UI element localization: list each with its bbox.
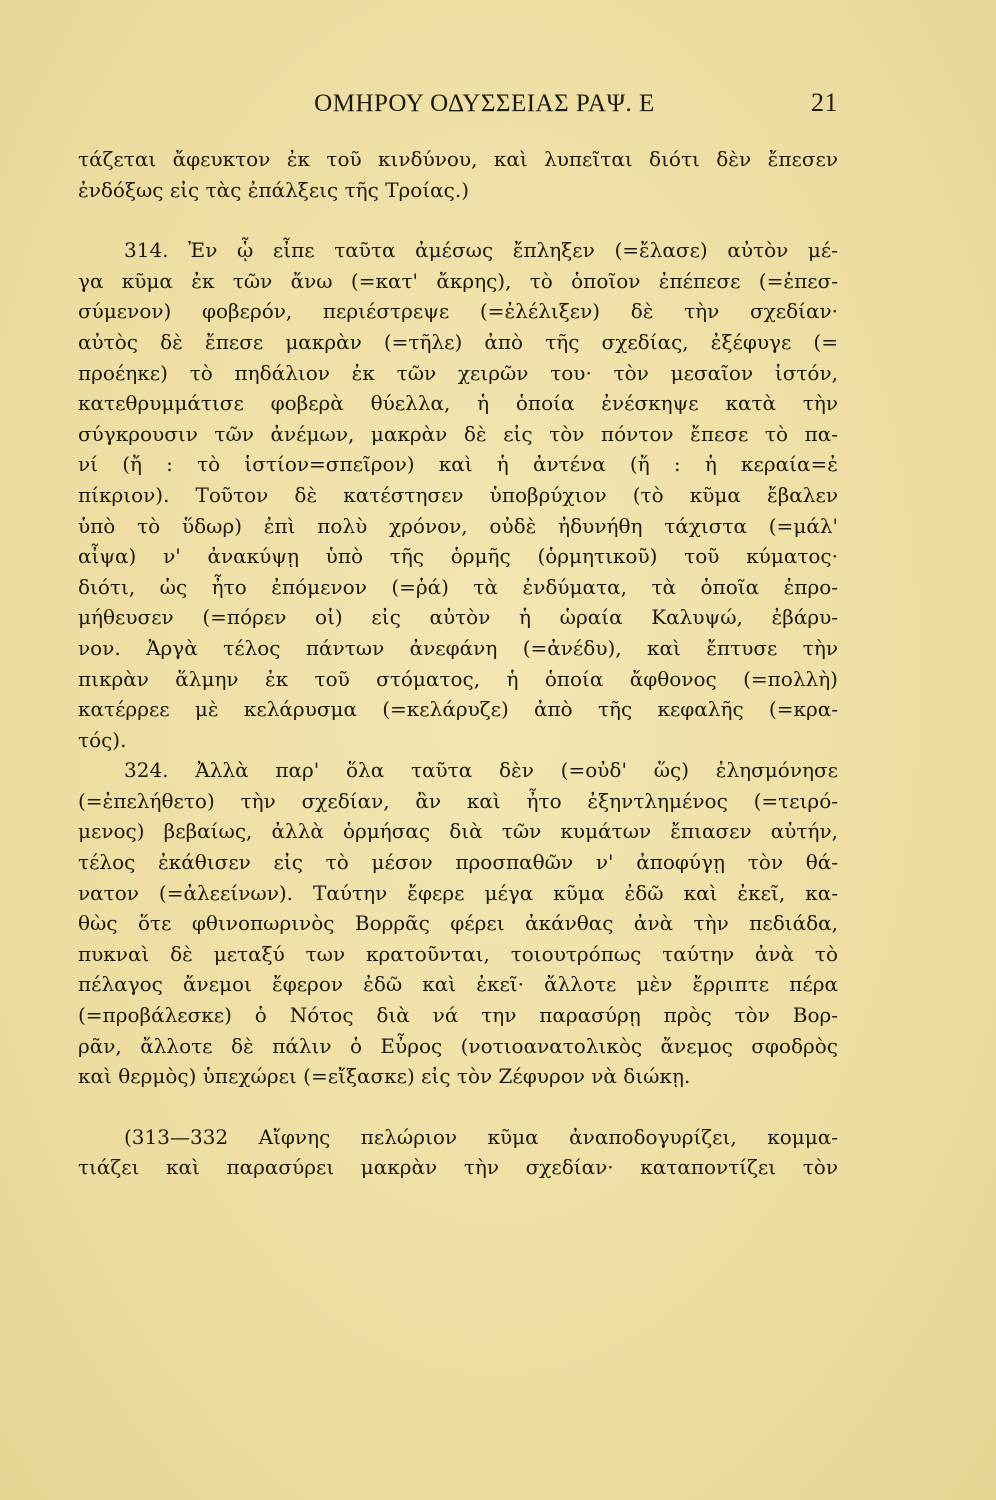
text-line: πυκναὶ δὲ μεταξύ των κρατοῦνται, τοιουτρόπως ταύτην ἀνὰ τὸ (78, 941, 838, 966)
intro-paragraph (78, 144, 838, 205)
text-line: τάζεται ἄφευκτον ἐκ τοῦ κινδύνου, καὶ λυπεῖται διότι δὲν ἔπεσεν (78, 147, 838, 171)
text-line: νον. Ἀργὰ τέλος πάντων ἀνεφάνη (=ἀνέδυ), καὶ ἔπτυσε τὴν (78, 635, 838, 660)
text-line: πέλαγος ἄνεμοι ἔφερον ἐδῶ καὶ ἐκεῖ· ἄλλοτε μὲν ἔρριπτε πέρα (78, 972, 838, 997)
text-line: πίκριον). Τοῦτον δὲ κατέστησεν ὑποβρύχιον (τὸ κῦμα ἔβαλεν (78, 482, 838, 507)
text-line: νατον (=ἀλεείνων). Ταύτην ἔφερε μέγα κῦμα ἐδῶ καὶ ἐκεῖ, κα- (78, 880, 838, 905)
text-line: αὐτὸς δὲ ἔπεσε μακρὰν (=τῆλε) ἀπὸ τῆς σχεδίας, ἐξέφυγε (= (78, 329, 838, 354)
text-line: προέηκε) τὸ πηδάλιον ἐκ τῶν χειρῶν του· τὸν μεσαῖον ἱστόν, (78, 360, 838, 385)
text-line: τέλος ἐκάθισεν εἰς τὸ μέσον προσπαθῶν ν' ἀποφύγῃ τὸν θά- (78, 850, 838, 875)
running-title: ΟΜΗΡΟΥ ΟΔΥΣΣΕΙΑΣ ΡΑΨ. Ε (314, 90, 655, 117)
text-line: κατεθρυμμάτισε φοβερὰ θύελλα, ἡ ὁποία ἐνέσκηψε κατὰ τὴν (78, 391, 838, 416)
text-line: τός). (78, 727, 127, 752)
page-header (78, 88, 838, 132)
text-line: ρᾶν, ἄλλοτε δὲ πάλιν ὁ Εὖρος (νοτιοανατολικὸς ἄνεμος σφοδρὸς (78, 1033, 838, 1058)
summary-paragraph (78, 1122, 838, 1183)
text-line: ὑπὸ τὸ ὕδωρ) ἐπὶ πολὺ χρόνον, οὐδὲ ἠδυνήθη τάχιστα (=μάλ' (78, 513, 838, 538)
text-line: θὼς ὅτε φθινοπωρινὸς Βορρᾶς φέρει ἀκάνθας ἀνὰ τὴν πεδιάδα, (78, 911, 838, 936)
paragraph-324 (78, 755, 838, 1092)
text-line: τιάζει καὶ παρασύρει μακρὰν τὴν σχεδίαν· καταποντίζει τὸν (78, 1155, 838, 1180)
text-line: σύμενον) φοβερόν, περιέστρεψε (=ἐλέλιξεν) δὲ τὴν σχεδίαν· (78, 299, 838, 324)
text-line: ἐνδόξως εἰς τὰς ἐπάλξεις τῆς Τροίας.) (78, 177, 470, 202)
paragraph-314 (78, 235, 838, 755)
text-line: (=προβάλεσκε) ὁ Νότος διὰ νά την παρασύρῃ πρὸς τὸν Βορ- (78, 1003, 838, 1028)
text-line: 324. Ἀλλὰ παρ' ὅλα ταῦτα δὲν (=οὐδ' ὥς) ἐλησμόνησε (124, 758, 838, 783)
book-page (78, 88, 838, 1183)
text-line: (=ἐπελήθετο) τὴν σχεδίαν, ἂν καὶ ἦτο ἐξηντλημένος (=τειρό- (78, 788, 838, 813)
text-line: πικρὰν ἅλμην ἐκ τοῦ στόματος, ἡ ὁποία ἄφθονος (=πολλὴ) (78, 666, 838, 691)
text-line: γα κῦμα ἐκ τῶν ἄνω (=κατ' ἄκρης), τὸ ὁποῖον ἐπέπεσε (=ἐπεσ- (78, 268, 838, 293)
text-line: μενος) βεβαίως, ἀλλὰ ὁρμήσας διὰ τῶν κυμάτων ἔπιασεν αὐτήν, (78, 819, 838, 844)
text-line: μήθευσεν (=πόρεν οἱ) εἰς αὐτὸν ἡ ὡραία Καλυψώ, ἐβάρυ- (78, 605, 838, 630)
text-line: αἶψα) ν' ἀνακύψῃ ὑπὸ τῆς ὁρμῆς (ὁρμητικοῦ) τοῦ κύματος· (78, 544, 838, 569)
text-line: κατέρρεε μὲ κελάρυσμα (=κελάρυζε) ἀπὸ τῆς κεφαλῆς (=κρα- (78, 697, 838, 722)
text-line: καὶ θερμὸς) ὑπεχώρει (=εἴξασκε) εἰς τὸν Ζέφυρον νὰ διώκῃ. (78, 1064, 691, 1089)
text-line: νί (ἤ : τὸ ἱστίον=σπεῖρον) καὶ ἡ ἀντένα (ἤ : ἡ κεραία=ἐ (78, 452, 838, 477)
text-line: (313—332 Αἴφνης πελώριον κῦμα ἀναποδογυρίζει, κομμα- (124, 1124, 838, 1149)
text-line: 314. Ἐν ᾧ εἶπε ταῦτα ἀμέσως ἔπληξεν (=ἔλασε) αὐτὸν μέ- (124, 238, 838, 263)
page-number: 21 (811, 88, 838, 117)
text-line: διότι, ὡς ἦτο ἐπόμενον (=ῥά) τὰ ἐνδύματα, τὰ ὁποῖα ἐπρο- (78, 574, 838, 599)
text-line: σύγκρουσιν τῶν ἀνέμων, μακρὰν δὲ εἰς τὸν πόντον ἔπεσε τὸ πα- (78, 421, 838, 446)
